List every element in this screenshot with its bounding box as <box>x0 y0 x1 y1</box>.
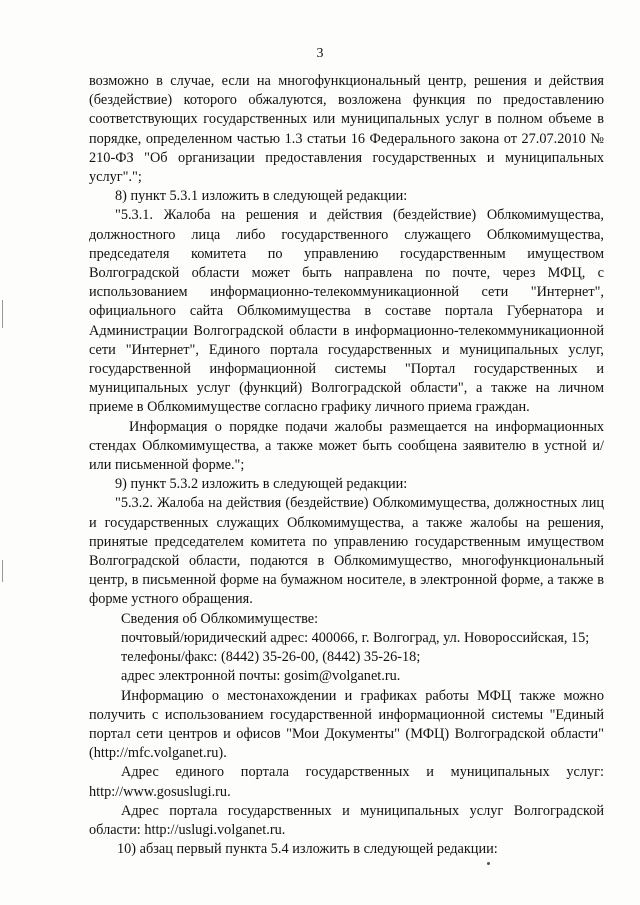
paragraph: 9) пункт 5.3.2 изложить в следующей редакции: <box>115 476 408 493</box>
paragraph: Информация о порядке подачи жалобы размещается на информационных стендах Облкомимущества, а также может быть сообщена заявителю в устной и/или письменной форме."; <box>89 418 604 474</box>
paragraph: Адрес единого портала государственных и муниципальных услуг: http://www.gosuslugi.ru. <box>89 764 604 800</box>
paragraph: 8) пункт 5.3.1 изложить в следующей редакции: <box>115 188 408 205</box>
paragraph: 10) абзац первый пункта 5.4 изложить в следующей редакции: <box>117 841 498 858</box>
page-number: 3 <box>316 46 324 61</box>
paragraph: телефоны/факс: (8442) 35-26-00, (8442) 35-26-18; <box>121 649 421 666</box>
paragraph: Адрес портала государственных и муниципальных услуг Волгоградской области: http://uslugi.volganet.ru. <box>89 802 604 838</box>
paragraph: почтовый/юридический адрес: 400066, г. Волгоград, ул. Новороссийская, 15; <box>121 629 590 646</box>
paragraph: Информацию о местонахождении и графиках работы МФЦ также можно получить с использованием государственной информационной системы "Единый портал сети центров и офисов "Мои Документы" (МФЦ) Волгоградской области" (http://mfc.volganet.ru). <box>89 687 604 762</box>
scan-edge-mark <box>2 560 3 582</box>
scan-edge-mark <box>2 300 3 328</box>
paragraph: адрес электронной почты: gosim@volganet.ru. <box>121 668 401 685</box>
scan-speck <box>487 862 490 865</box>
paragraph: возможно в случае, если на многофункциональный центр, решения и действия (бездействие) которого обжалуются, возложена функция по предоставлению соответствующих государственных или муниципальных услуг в полном объеме в порядке, определенном частью 1.3 статьи 16 Федерального закона от 27.07.2010 № 210-ФЗ "Об организации предоставления государственных и муниципальных услуг"."; <box>89 73 604 186</box>
paragraph: "5.3.1. Жалоба на решения и действия (бездействие) Облкомимущества, должностного лица либо государственного служащего Облкомимущества, председателя комитета по управлению государственным имуществом Волгоградской области может быть направлена по почте, через МФЦ, с использованием информационно-телекоммуникационной сети "Интернет", официального сайта Облкомимущества в составе портала Губернатора и Администрации Волгоградской области в информационно-телекоммуникационной сети "Интернет", Единого портала государственных и муниципальных услуг, государственной информационной системы "Портал государственных и муниципальных услуг (функций) Волгоградской области", а также на личном приеме в Облкомимуществе согласно графику личного приема граждан. <box>89 207 604 416</box>
document-body <box>89 72 604 859</box>
paragraph: "5.3.2. Жалоба на действия (бездействие) Облкомимущества, должностных лиц и государственных служащих Облкомимущества, а также жалобы на решения, принятые председателем комитета по управлению государственным имуществом Волгоградской области, подаются в Облкомимущество, многофункциональный центр, в письменной форме на бумажном носителе, в электронной форме, а также в форме устного обращения. <box>89 495 604 608</box>
paragraph: Сведения об Облкомимуществе: <box>121 610 319 627</box>
